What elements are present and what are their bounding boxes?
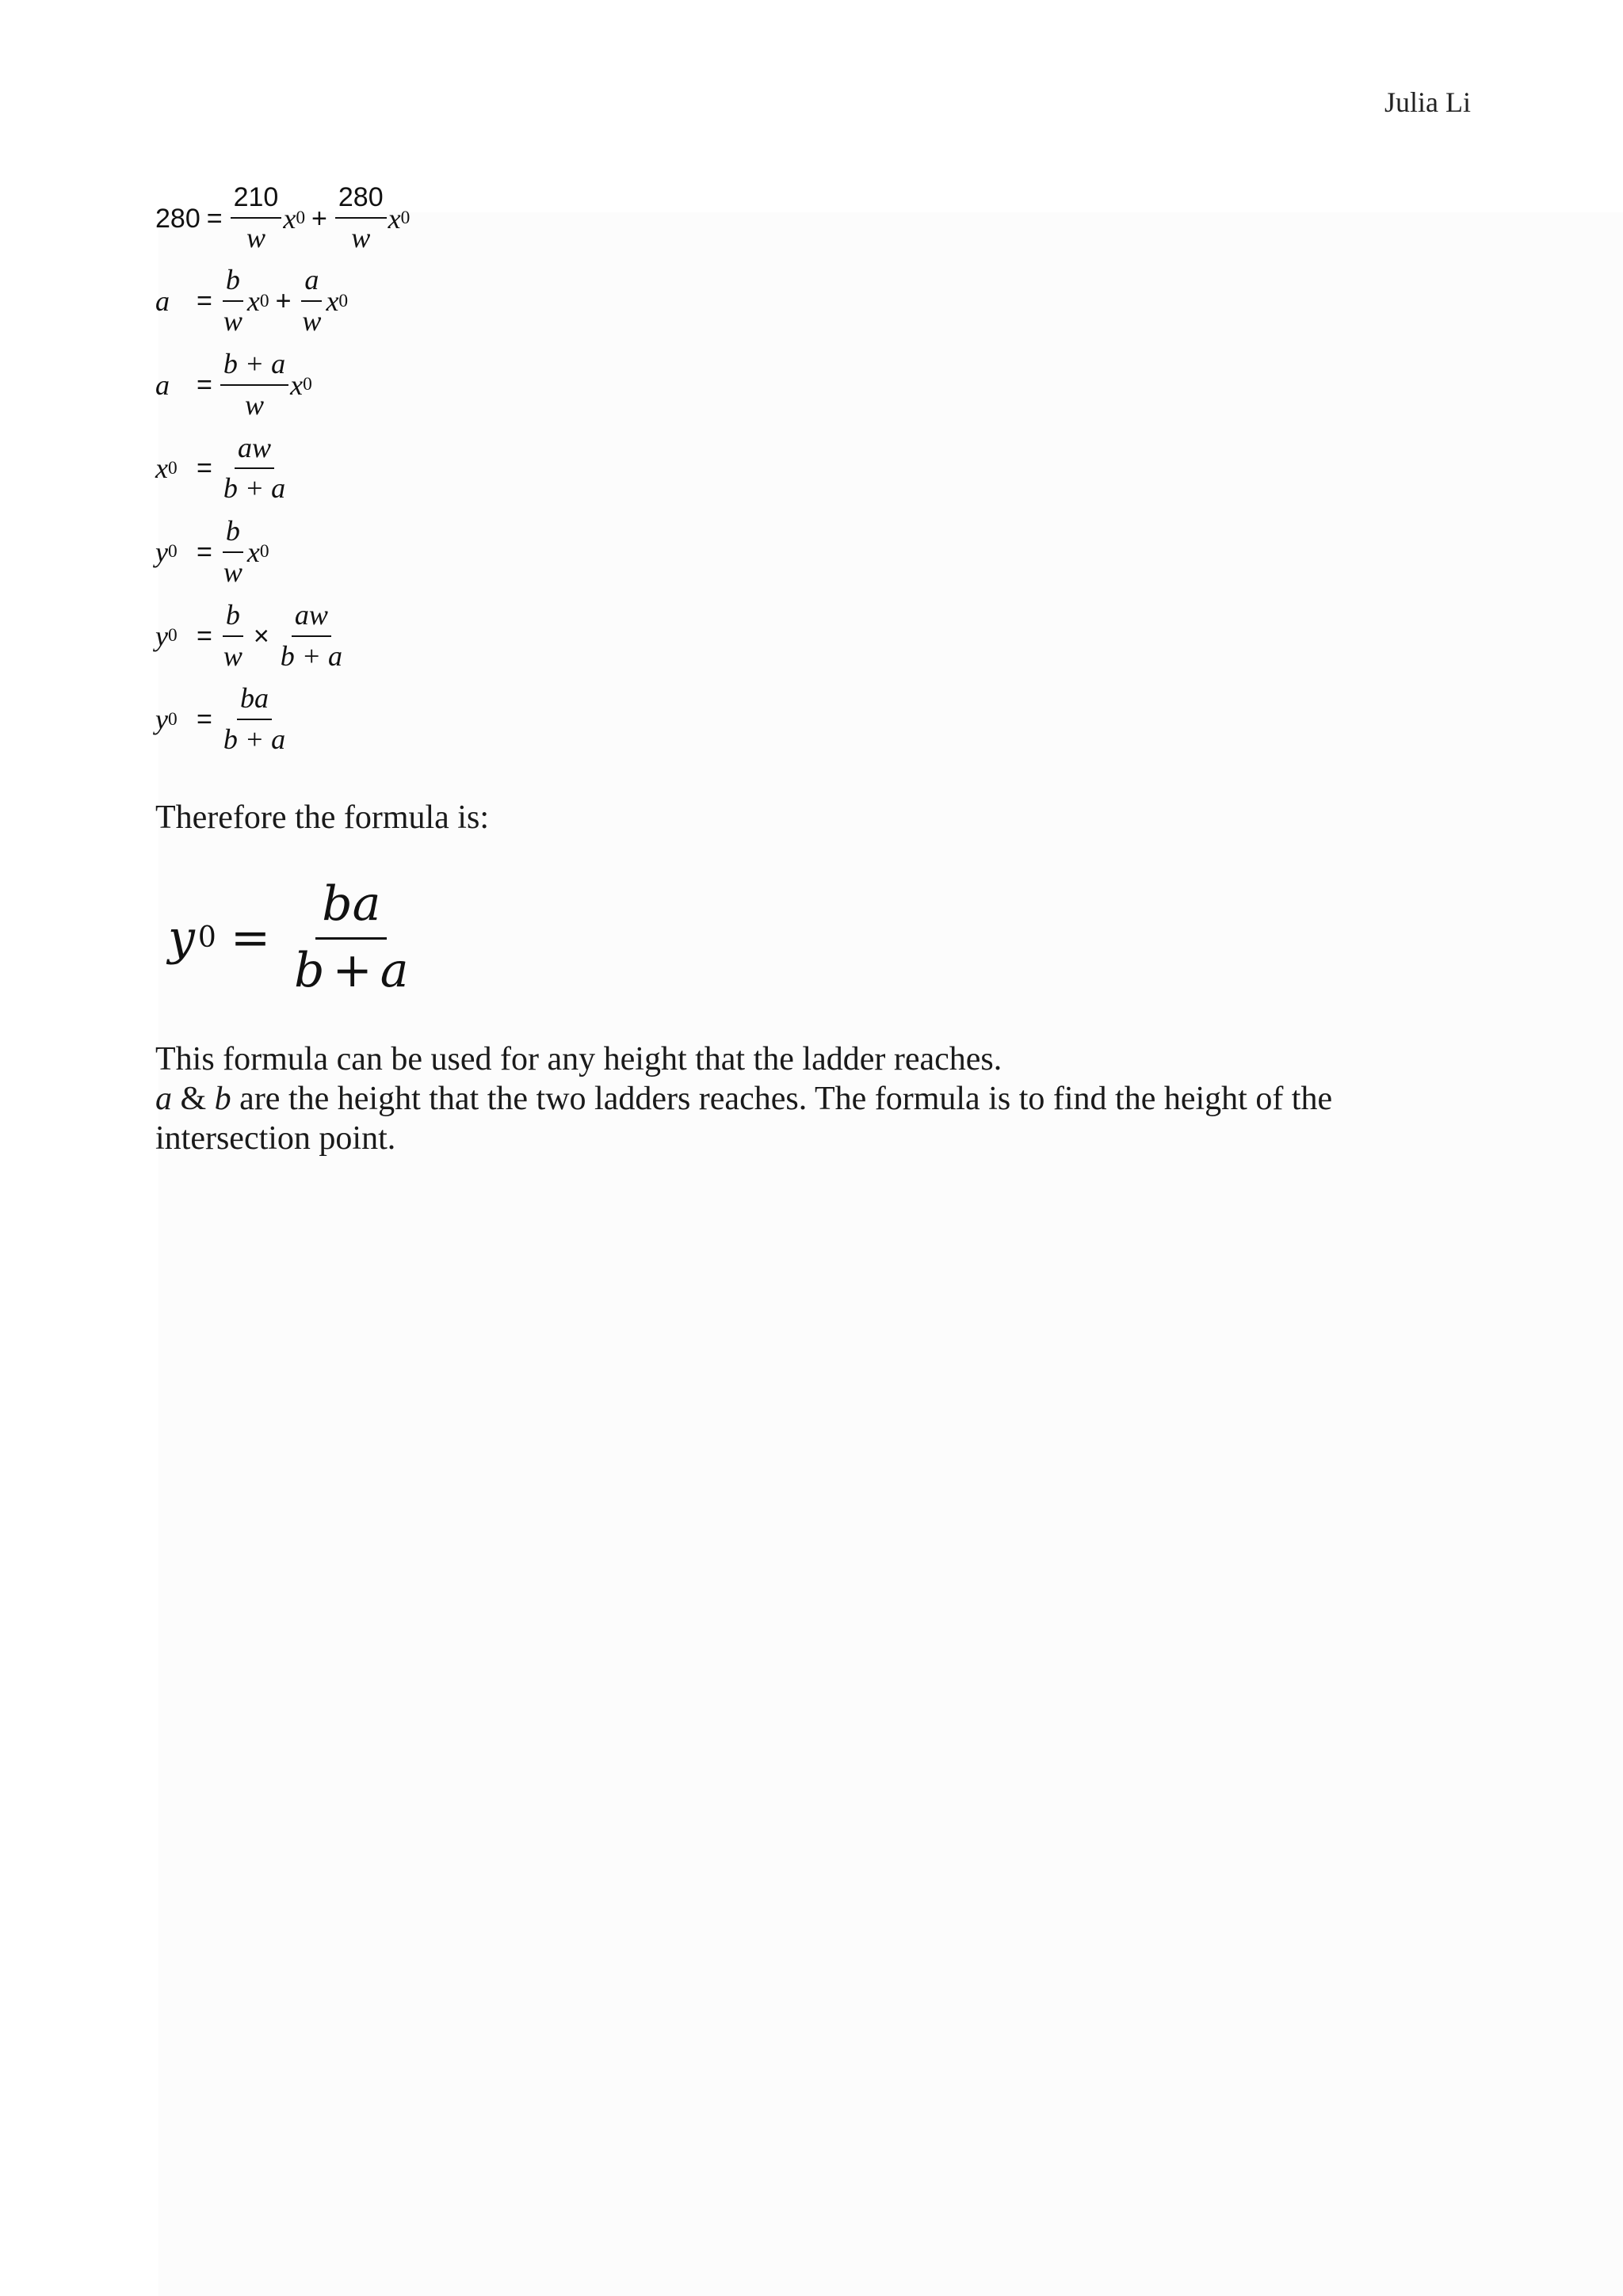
equation-line <box>155 684 488 755</box>
final-formula-denominator <box>288 940 414 996</box>
fraction-numerator: 210 <box>231 184 282 219</box>
term-subscript: 0 <box>259 290 269 311</box>
therefore-line: Therefore the formula is: <box>155 799 489 836</box>
fraction-numerator: b + a <box>220 349 288 386</box>
term-subscript: 0 <box>259 541 269 563</box>
equation-lhs-subscript: 0 <box>167 457 178 479</box>
explanation-paragraph <box>155 1039 1455 1158</box>
equation-line <box>155 598 488 672</box>
explanation-var-a: a <box>155 1081 172 1117</box>
term-variable: x <box>283 202 296 235</box>
fraction-numerator: ba <box>237 684 272 720</box>
fraction <box>276 598 347 672</box>
derivation-steps <box>155 184 488 768</box>
equation-lhs-value: 280 <box>155 203 200 234</box>
final-formula-numerator: ba <box>315 879 387 940</box>
fraction-numerator: b <box>223 265 243 302</box>
explanation-var-b: b <box>214 1081 231 1117</box>
equals-sign: = <box>197 369 212 400</box>
equation-lhs-value: y <box>155 704 168 736</box>
fraction-numerator: 280 <box>335 184 387 219</box>
term-subscript: 0 <box>400 208 411 229</box>
explanation-ampersand: & <box>172 1081 215 1117</box>
term-subscript: 0 <box>296 208 306 229</box>
equation-line <box>155 433 488 505</box>
fraction <box>219 433 290 505</box>
equation-lhs-value: x <box>155 452 168 485</box>
final-formula-den-plus: + <box>332 943 372 998</box>
fraction <box>334 184 388 253</box>
final-formula-equals: = <box>230 910 271 966</box>
fraction <box>297 265 326 337</box>
term-variable: x <box>246 536 260 569</box>
final-formula-lhs-subscript: 0 <box>197 921 216 954</box>
equation-lhs <box>155 205 200 232</box>
equals-sign: = <box>197 286 212 317</box>
fraction-numerator: aw <box>235 433 274 470</box>
final-formula-lhs <box>168 910 216 966</box>
fraction <box>219 517 247 588</box>
fraction-denominator: w <box>245 388 265 421</box>
fraction-denominator: b + a <box>280 639 343 672</box>
fraction-denominator: b + a <box>223 472 286 505</box>
final-formula-lhs-var: y <box>168 910 195 966</box>
term-variable: x <box>290 368 304 401</box>
explanation-line-1: This formula can be used for any height that the ladder reaches. <box>155 1041 1002 1077</box>
fraction-denominator: b + a <box>223 723 286 756</box>
final-formula <box>168 876 415 998</box>
equation-lhs-subscript: 0 <box>167 708 178 730</box>
fraction-denominator: w <box>351 221 371 254</box>
equation-lhs-value: y <box>155 536 168 569</box>
equation-line <box>155 265 488 337</box>
equals-sign: = <box>197 537 212 568</box>
fraction <box>219 598 247 672</box>
author-name: Julia Li <box>1384 86 1471 118</box>
final-formula-den-right: a <box>380 943 409 998</box>
equation-lhs <box>155 452 190 485</box>
equation-lhs <box>155 368 190 401</box>
equation-lhs-value: y <box>155 620 168 652</box>
term-variable: x <box>246 285 260 318</box>
fraction-numerator: b <box>223 601 243 637</box>
equation-lhs <box>155 622 190 650</box>
operator: × <box>253 620 269 651</box>
operator: + <box>311 203 327 234</box>
fraction-denominator: w <box>223 305 242 338</box>
fraction-numerator: a <box>301 265 322 302</box>
equation-lhs <box>155 705 190 734</box>
equals-sign: = <box>197 620 212 651</box>
explanation-line-2 <box>155 1079 1455 1158</box>
fraction <box>229 184 284 253</box>
equation-lhs-subscript: 0 <box>167 624 178 646</box>
term-subscript: 0 <box>303 374 312 395</box>
term-subscript: 0 <box>338 290 349 311</box>
fraction-denominator: w <box>223 556 242 589</box>
equation-line <box>155 184 488 253</box>
fraction <box>219 265 247 337</box>
equation-line <box>155 349 488 421</box>
fraction-denominator: w <box>246 221 265 254</box>
explanation-rest: are the height that the two ladders reaches. The formula is to find the height of the intersection point. <box>155 1081 1333 1157</box>
equals-sign: = <box>206 203 223 234</box>
equation-lhs <box>155 536 190 569</box>
fraction-numerator: aw <box>292 601 331 637</box>
term-variable: x <box>326 285 339 318</box>
equals-sign: = <box>197 453 212 484</box>
equation-lhs <box>155 285 190 318</box>
equation-lhs-value: a <box>155 368 170 401</box>
final-formula-den-left: b <box>294 943 325 998</box>
fraction-denominator: w <box>302 305 322 338</box>
fraction-numerator: b <box>223 517 243 553</box>
equation-lhs-subscript: 0 <box>167 541 178 563</box>
equation-lhs-value: a <box>155 285 170 318</box>
fraction <box>219 684 290 755</box>
final-formula-fraction <box>288 876 414 998</box>
fraction <box>219 349 290 421</box>
equals-sign: = <box>197 704 212 735</box>
equation-line <box>155 517 488 588</box>
fraction-denominator: w <box>223 639 242 672</box>
term-variable: x <box>388 202 401 235</box>
operator: + <box>275 286 292 317</box>
